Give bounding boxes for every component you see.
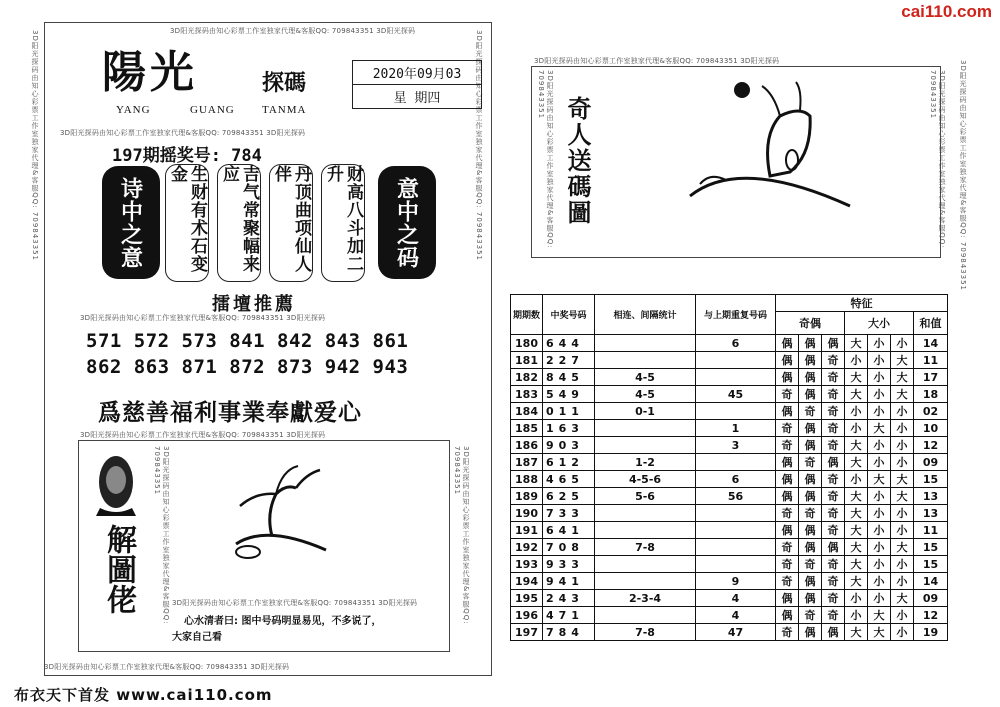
oddeven-cell: 奇 bbox=[776, 539, 799, 556]
oddeven-cell: 偶 bbox=[776, 403, 799, 420]
oddeven-cell: 奇 bbox=[799, 454, 822, 471]
bigsmall-cell: 大 bbox=[845, 539, 868, 556]
date-box bbox=[352, 60, 482, 109]
issue-cell: 194 bbox=[511, 573, 543, 590]
poem-right-label: 意中之码 bbox=[378, 166, 436, 279]
oddeven-cell: 奇 bbox=[799, 505, 822, 522]
bigsmall-cell: 小 bbox=[868, 454, 891, 471]
poem-column-1: 生财有术石变金 bbox=[165, 164, 209, 282]
draw-result: 197期摇奖号: 784 bbox=[112, 146, 262, 166]
repeat-cell bbox=[595, 335, 696, 352]
oddeven-cell: 偶 bbox=[776, 369, 799, 386]
table-row bbox=[511, 522, 948, 539]
issue-cell: 192 bbox=[511, 539, 543, 556]
oddeven-cell: 奇 bbox=[776, 624, 799, 641]
bigsmall-cell: 小 bbox=[845, 420, 868, 437]
jietu-portrait-image bbox=[92, 452, 140, 516]
oddeven-cell: 偶 bbox=[799, 420, 822, 437]
recommend-row-2: 862 863 871 872 873 942 943 bbox=[86, 356, 409, 378]
oddeven-cell: 奇 bbox=[776, 505, 799, 522]
oddeven-cell: 偶 bbox=[799, 522, 822, 539]
watermark-row-6: 3D阳光探码由知心彩票工作室独家代理&客服QQ: 709843351 3D阳光探码 bbox=[44, 663, 290, 671]
issue-cell: 193 bbox=[511, 556, 543, 573]
bigsmall-cell: 小 bbox=[891, 335, 914, 352]
repeat-cell bbox=[595, 420, 696, 437]
oddeven-cell: 偶 bbox=[799, 573, 822, 590]
repeat-cell: 4-5-6 bbox=[595, 471, 696, 488]
sum-cell: 09 bbox=[914, 590, 948, 607]
number-cell: 163 bbox=[543, 420, 595, 437]
sum-cell: 14 bbox=[914, 573, 948, 590]
qiren-sprout-drawing bbox=[650, 76, 860, 236]
same-cell: 1 bbox=[696, 420, 776, 437]
bigsmall-cell: 大 bbox=[891, 471, 914, 488]
poem-column-4: 财高八斗加二升 bbox=[321, 164, 365, 282]
sum-cell: 13 bbox=[914, 505, 948, 522]
bigsmall-cell: 小 bbox=[891, 505, 914, 522]
bigsmall-cell: 小 bbox=[845, 352, 868, 369]
same-cell: 56 bbox=[696, 488, 776, 505]
brand-subtitle: 探碼 bbox=[262, 70, 307, 96]
repeat-cell: 4-5 bbox=[595, 369, 696, 386]
header-feature: 特征 bbox=[776, 295, 948, 312]
sum-cell: 17 bbox=[914, 369, 948, 386]
repeat-cell: 7-8 bbox=[595, 539, 696, 556]
bigsmall-cell: 大 bbox=[845, 573, 868, 590]
oddeven-cell: 奇 bbox=[822, 488, 845, 505]
sum-cell: 12 bbox=[914, 437, 948, 454]
repeat-cell: 0-1 bbox=[595, 403, 696, 420]
bigsmall-cell: 大 bbox=[845, 454, 868, 471]
bigsmall-cell: 大 bbox=[845, 437, 868, 454]
oddeven-cell: 偶 bbox=[776, 488, 799, 505]
bigsmall-cell: 大 bbox=[891, 488, 914, 505]
oddeven-cell: 奇 bbox=[776, 420, 799, 437]
bigsmall-cell: 大 bbox=[845, 386, 868, 403]
bigsmall-cell: 大 bbox=[891, 590, 914, 607]
recommend-title: 擂壇推薦 bbox=[212, 294, 296, 315]
number-cell: 243 bbox=[543, 590, 595, 607]
bigsmall-cell: 小 bbox=[845, 471, 868, 488]
oddeven-cell: 偶 bbox=[776, 471, 799, 488]
bigsmall-cell: 小 bbox=[845, 607, 868, 624]
same-cell bbox=[696, 556, 776, 573]
weekday-text: 星 期四 bbox=[352, 85, 482, 109]
bigsmall-cell: 小 bbox=[868, 437, 891, 454]
table-row bbox=[511, 471, 948, 488]
bigsmall-cell: 小 bbox=[891, 403, 914, 420]
issue-cell: 186 bbox=[511, 437, 543, 454]
number-cell: 903 bbox=[543, 437, 595, 454]
issue-cell: 191 bbox=[511, 522, 543, 539]
oddeven-cell: 奇 bbox=[822, 437, 845, 454]
left-vertical-watermark: 3D阳光探码由知心彩票工作室独家代理&客服QQ: 709843351 bbox=[31, 30, 39, 261]
oddeven-cell: 偶 bbox=[799, 488, 822, 505]
oddeven-cell: 偶 bbox=[799, 386, 822, 403]
header-issue: 期期数 bbox=[511, 295, 543, 335]
table-row bbox=[511, 335, 948, 352]
bigsmall-cell: 小 bbox=[868, 352, 891, 369]
repeat-cell bbox=[595, 556, 696, 573]
bigsmall-cell: 大 bbox=[868, 471, 891, 488]
same-cell: 6 bbox=[696, 471, 776, 488]
jietu-right-watermark: 3D阳光探码由知心彩票工作室独家代理&客服QQ: 709843351 bbox=[453, 446, 470, 625]
same-cell: 4 bbox=[696, 607, 776, 624]
sum-cell: 10 bbox=[914, 420, 948, 437]
issue-cell: 196 bbox=[511, 607, 543, 624]
footer-text: 布衣天下首发 www.cai110.com bbox=[14, 686, 273, 704]
oddeven-cell: 奇 bbox=[822, 420, 845, 437]
table-row bbox=[511, 624, 948, 641]
poem-column-3: 丹顶曲项仙人伴 bbox=[269, 164, 313, 282]
repeat-cell bbox=[595, 573, 696, 590]
poem-column-2: 吉气常聚幅来应 bbox=[217, 164, 261, 282]
brand-pinyin-yang: YANG bbox=[116, 104, 151, 116]
oddeven-cell: 偶 bbox=[822, 624, 845, 641]
jietu-caption-line-1: 心水清者曰: 图中号码明显易见，不多说了， bbox=[184, 616, 382, 627]
same-cell bbox=[696, 403, 776, 420]
top-watermark: 3D阳光探码由知心彩票工作室独家代理&客服QQ: 709843351 3D阳光探码 bbox=[170, 27, 416, 35]
sum-cell: 12 bbox=[914, 607, 948, 624]
bigsmall-cell: 大 bbox=[845, 522, 868, 539]
site-logo[interactable]: cai110.com bbox=[901, 2, 992, 21]
oddeven-cell: 奇 bbox=[799, 403, 822, 420]
number-cell: 845 bbox=[543, 369, 595, 386]
charity-slogan: 爲慈善福利事業奉獻爱心 bbox=[98, 399, 362, 426]
header-winning: 中奖号码 bbox=[543, 295, 595, 335]
oddeven-cell: 奇 bbox=[822, 522, 845, 539]
bigsmall-cell: 小 bbox=[891, 624, 914, 641]
repeat-cell: 2-3-4 bbox=[595, 590, 696, 607]
header-oddeven: 奇偶 bbox=[776, 312, 845, 335]
issue-cell: 190 bbox=[511, 505, 543, 522]
table-row bbox=[511, 556, 948, 573]
same-cell: 45 bbox=[696, 386, 776, 403]
same-cell: 6 bbox=[696, 335, 776, 352]
number-cell: 941 bbox=[543, 573, 595, 590]
brand-pinyin-guang: GUANG bbox=[190, 104, 235, 116]
issue-cell: 182 bbox=[511, 369, 543, 386]
watermark-row-3: 3D阳光探码由知心彩票工作室独家代理&客服QQ: 709843351 3D阳光探码 bbox=[80, 314, 326, 322]
oddeven-cell: 奇 bbox=[822, 607, 845, 624]
brand-pinyin-tanma: TANMA bbox=[262, 104, 307, 116]
bigsmall-cell: 大 bbox=[845, 624, 868, 641]
sum-cell: 11 bbox=[914, 522, 948, 539]
table-row bbox=[511, 607, 948, 624]
same-cell bbox=[696, 505, 776, 522]
repeat-cell bbox=[595, 437, 696, 454]
jietu-vertical-watermark: 3D阳光探码由知心彩票工作室独家代理&客服QQ: 709843351 bbox=[153, 446, 170, 625]
bigsmall-cell: 小 bbox=[868, 335, 891, 352]
oddeven-cell: 奇 bbox=[776, 573, 799, 590]
table-row bbox=[511, 505, 948, 522]
oddeven-cell: 偶 bbox=[799, 352, 822, 369]
table-row bbox=[511, 352, 948, 369]
oddeven-cell: 偶 bbox=[822, 539, 845, 556]
oddeven-cell: 偶 bbox=[776, 607, 799, 624]
number-cell: 784 bbox=[543, 624, 595, 641]
qiren-title: 奇人送碼圖 bbox=[563, 96, 592, 226]
issue-cell: 181 bbox=[511, 352, 543, 369]
repeat-cell: 4-5 bbox=[595, 386, 696, 403]
issue-cell: 195 bbox=[511, 590, 543, 607]
number-cell: 733 bbox=[543, 505, 595, 522]
bigsmall-cell: 大 bbox=[891, 352, 914, 369]
bigsmall-cell: 大 bbox=[845, 556, 868, 573]
repeat-cell: 5-6 bbox=[595, 488, 696, 505]
jietu-caption-line-2: 大家自己看 bbox=[172, 632, 222, 643]
bigsmall-cell: 小 bbox=[868, 386, 891, 403]
oddeven-cell: 奇 bbox=[776, 437, 799, 454]
bigsmall-cell: 大 bbox=[845, 335, 868, 352]
repeat-cell: 7-8 bbox=[595, 624, 696, 641]
same-cell: 4 bbox=[696, 590, 776, 607]
bigsmall-cell: 大 bbox=[891, 369, 914, 386]
bigsmall-cell: 大 bbox=[845, 505, 868, 522]
oddeven-cell: 奇 bbox=[822, 590, 845, 607]
number-cell: 465 bbox=[543, 471, 595, 488]
number-cell: 011 bbox=[543, 403, 595, 420]
bigsmall-cell: 小 bbox=[891, 437, 914, 454]
bigsmall-cell: 小 bbox=[868, 403, 891, 420]
number-cell: 644 bbox=[543, 335, 595, 352]
issue-cell: 183 bbox=[511, 386, 543, 403]
watermark-row-4: 3D阳光探码由知心彩票工作室独家代理&客服QQ: 709843351 3D阳光探码 bbox=[80, 431, 326, 439]
bigsmall-cell: 小 bbox=[891, 573, 914, 590]
oddeven-cell: 奇 bbox=[822, 505, 845, 522]
sum-cell: 15 bbox=[914, 471, 948, 488]
bigsmall-cell: 小 bbox=[868, 539, 891, 556]
oddeven-cell: 奇 bbox=[799, 607, 822, 624]
table-row bbox=[511, 420, 948, 437]
oddeven-cell: 偶 bbox=[799, 590, 822, 607]
same-cell: 47 bbox=[696, 624, 776, 641]
repeat-cell bbox=[595, 505, 696, 522]
sum-cell: 02 bbox=[914, 403, 948, 420]
bigsmall-cell: 小 bbox=[891, 420, 914, 437]
oddeven-cell: 奇 bbox=[822, 386, 845, 403]
same-cell bbox=[696, 454, 776, 471]
qiren-left-watermark: 3D阳光探码由知心彩票工作室独家代理&客服QQ: 709843351 bbox=[537, 70, 554, 249]
table-row bbox=[511, 454, 948, 471]
oddeven-cell: 奇 bbox=[822, 556, 845, 573]
bigsmall-cell: 大 bbox=[868, 624, 891, 641]
issue-cell: 188 bbox=[511, 471, 543, 488]
qiren-right-watermark: 3D阳光探码由知心彩票工作室独家代理&客服QQ: 709843351 bbox=[929, 70, 946, 249]
bigsmall-cell: 小 bbox=[868, 590, 891, 607]
oddeven-cell: 奇 bbox=[799, 556, 822, 573]
oddeven-cell: 偶 bbox=[799, 539, 822, 556]
sum-cell: 19 bbox=[914, 624, 948, 641]
watermark-row-2: 3D阳光探码由知心彩票工作室独家代理&客服QQ: 709843351 3D阳光探码 bbox=[60, 129, 306, 137]
bigsmall-cell: 小 bbox=[868, 505, 891, 522]
oddeven-cell: 偶 bbox=[776, 590, 799, 607]
number-cell: 227 bbox=[543, 352, 595, 369]
issue-cell: 189 bbox=[511, 488, 543, 505]
oddeven-cell: 奇 bbox=[822, 403, 845, 420]
table-row bbox=[511, 488, 948, 505]
stats-table bbox=[510, 294, 948, 641]
issue-cell: 180 bbox=[511, 335, 543, 352]
number-cell: 471 bbox=[543, 607, 595, 624]
same-cell: 9 bbox=[696, 573, 776, 590]
bigsmall-cell: 大 bbox=[891, 539, 914, 556]
oddeven-cell: 偶 bbox=[799, 624, 822, 641]
number-cell: 549 bbox=[543, 386, 595, 403]
table-row bbox=[511, 539, 948, 556]
poem-left-label: 诗中之意 bbox=[102, 166, 160, 279]
issue-cell: 187 bbox=[511, 454, 543, 471]
oddeven-cell: 偶 bbox=[776, 352, 799, 369]
bigsmall-cell: 小 bbox=[868, 556, 891, 573]
bigsmall-cell: 小 bbox=[868, 488, 891, 505]
oddeven-cell: 奇 bbox=[822, 471, 845, 488]
same-cell bbox=[696, 369, 776, 386]
repeat-cell bbox=[595, 522, 696, 539]
same-cell bbox=[696, 522, 776, 539]
bigsmall-cell: 小 bbox=[845, 403, 868, 420]
repeat-cell: 1-2 bbox=[595, 454, 696, 471]
table-row bbox=[511, 590, 948, 607]
date-text: 2020年09月03 bbox=[352, 60, 482, 85]
number-cell: 625 bbox=[543, 488, 595, 505]
same-cell bbox=[696, 539, 776, 556]
oddeven-cell: 奇 bbox=[776, 556, 799, 573]
right-vertical-watermark-left-panel: 3D阳光探码由知心彩票工作室独家代理&客服QQ: 709843351 bbox=[475, 30, 483, 261]
bigsmall-cell: 小 bbox=[891, 522, 914, 539]
watermark-row-5: 3D阳光探码由知心彩票工作室独家代理&客服QQ: 709843351 3D阳光探码 bbox=[172, 599, 418, 607]
oddeven-cell: 奇 bbox=[822, 573, 845, 590]
oddeven-cell: 偶 bbox=[799, 471, 822, 488]
sum-cell: 14 bbox=[914, 335, 948, 352]
number-cell: 933 bbox=[543, 556, 595, 573]
bigsmall-cell: 小 bbox=[891, 454, 914, 471]
bigsmall-cell: 大 bbox=[891, 386, 914, 403]
brand-title: 陽光 bbox=[102, 47, 198, 98]
oddeven-cell: 奇 bbox=[822, 352, 845, 369]
issue-cell: 197 bbox=[511, 624, 543, 641]
oddeven-cell: 偶 bbox=[799, 335, 822, 352]
oddeven-cell: 偶 bbox=[822, 335, 845, 352]
header-same: 与上期重复号码 bbox=[696, 295, 776, 335]
jietu-title: 解圖佬 bbox=[101, 524, 136, 614]
sum-cell: 09 bbox=[914, 454, 948, 471]
oddeven-cell: 偶 bbox=[822, 454, 845, 471]
bigsmall-cell: 大 bbox=[845, 488, 868, 505]
number-cell: 612 bbox=[543, 454, 595, 471]
oddeven-cell: 奇 bbox=[776, 386, 799, 403]
oddeven-cell: 偶 bbox=[776, 522, 799, 539]
oddeven-cell: 偶 bbox=[799, 369, 822, 386]
table-row bbox=[511, 403, 948, 420]
sum-cell: 18 bbox=[914, 386, 948, 403]
table-row bbox=[511, 573, 948, 590]
header-sum: 和值 bbox=[914, 312, 948, 335]
issue-cell: 184 bbox=[511, 403, 543, 420]
bigsmall-cell: 大 bbox=[868, 420, 891, 437]
same-cell: 3 bbox=[696, 437, 776, 454]
far-right-watermark: 3D阳光探码由知心彩票工作室独家代理&客服QQ: 709843351 bbox=[959, 60, 967, 291]
sum-cell: 13 bbox=[914, 488, 948, 505]
bigsmall-cell: 小 bbox=[891, 556, 914, 573]
bigsmall-cell: 小 bbox=[891, 607, 914, 624]
number-cell: 708 bbox=[543, 539, 595, 556]
repeat-cell bbox=[595, 607, 696, 624]
same-cell bbox=[696, 352, 776, 369]
bigsmall-cell: 小 bbox=[868, 573, 891, 590]
number-cell: 641 bbox=[543, 522, 595, 539]
jietu-sprout-drawing bbox=[206, 464, 346, 574]
oddeven-cell: 偶 bbox=[776, 454, 799, 471]
table-row bbox=[511, 386, 948, 403]
table-row bbox=[511, 369, 948, 386]
repeat-cell bbox=[595, 352, 696, 369]
sum-cell: 15 bbox=[914, 556, 948, 573]
bigsmall-cell: 大 bbox=[868, 607, 891, 624]
table-row bbox=[511, 437, 948, 454]
stats-table-wrapper bbox=[510, 294, 948, 641]
bigsmall-cell: 小 bbox=[868, 522, 891, 539]
oddeven-cell: 偶 bbox=[799, 437, 822, 454]
bigsmall-cell: 小 bbox=[845, 590, 868, 607]
header-bigsmall: 大小 bbox=[845, 312, 914, 335]
bigsmall-cell: 小 bbox=[868, 369, 891, 386]
sum-cell: 15 bbox=[914, 539, 948, 556]
bigsmall-cell: 大 bbox=[845, 369, 868, 386]
header-repeat: 相连、间隔统计 bbox=[595, 295, 696, 335]
issue-cell: 185 bbox=[511, 420, 543, 437]
recommend-row-1: 571 572 573 841 842 843 861 bbox=[86, 330, 409, 352]
oddeven-cell: 偶 bbox=[776, 335, 799, 352]
oddeven-cell: 奇 bbox=[822, 369, 845, 386]
qiren-top-watermark: 3D阳光探码由知心彩票工作室独家代理&客服QQ: 709843351 3D阳光探码 bbox=[534, 57, 780, 65]
sum-cell: 11 bbox=[914, 352, 948, 369]
